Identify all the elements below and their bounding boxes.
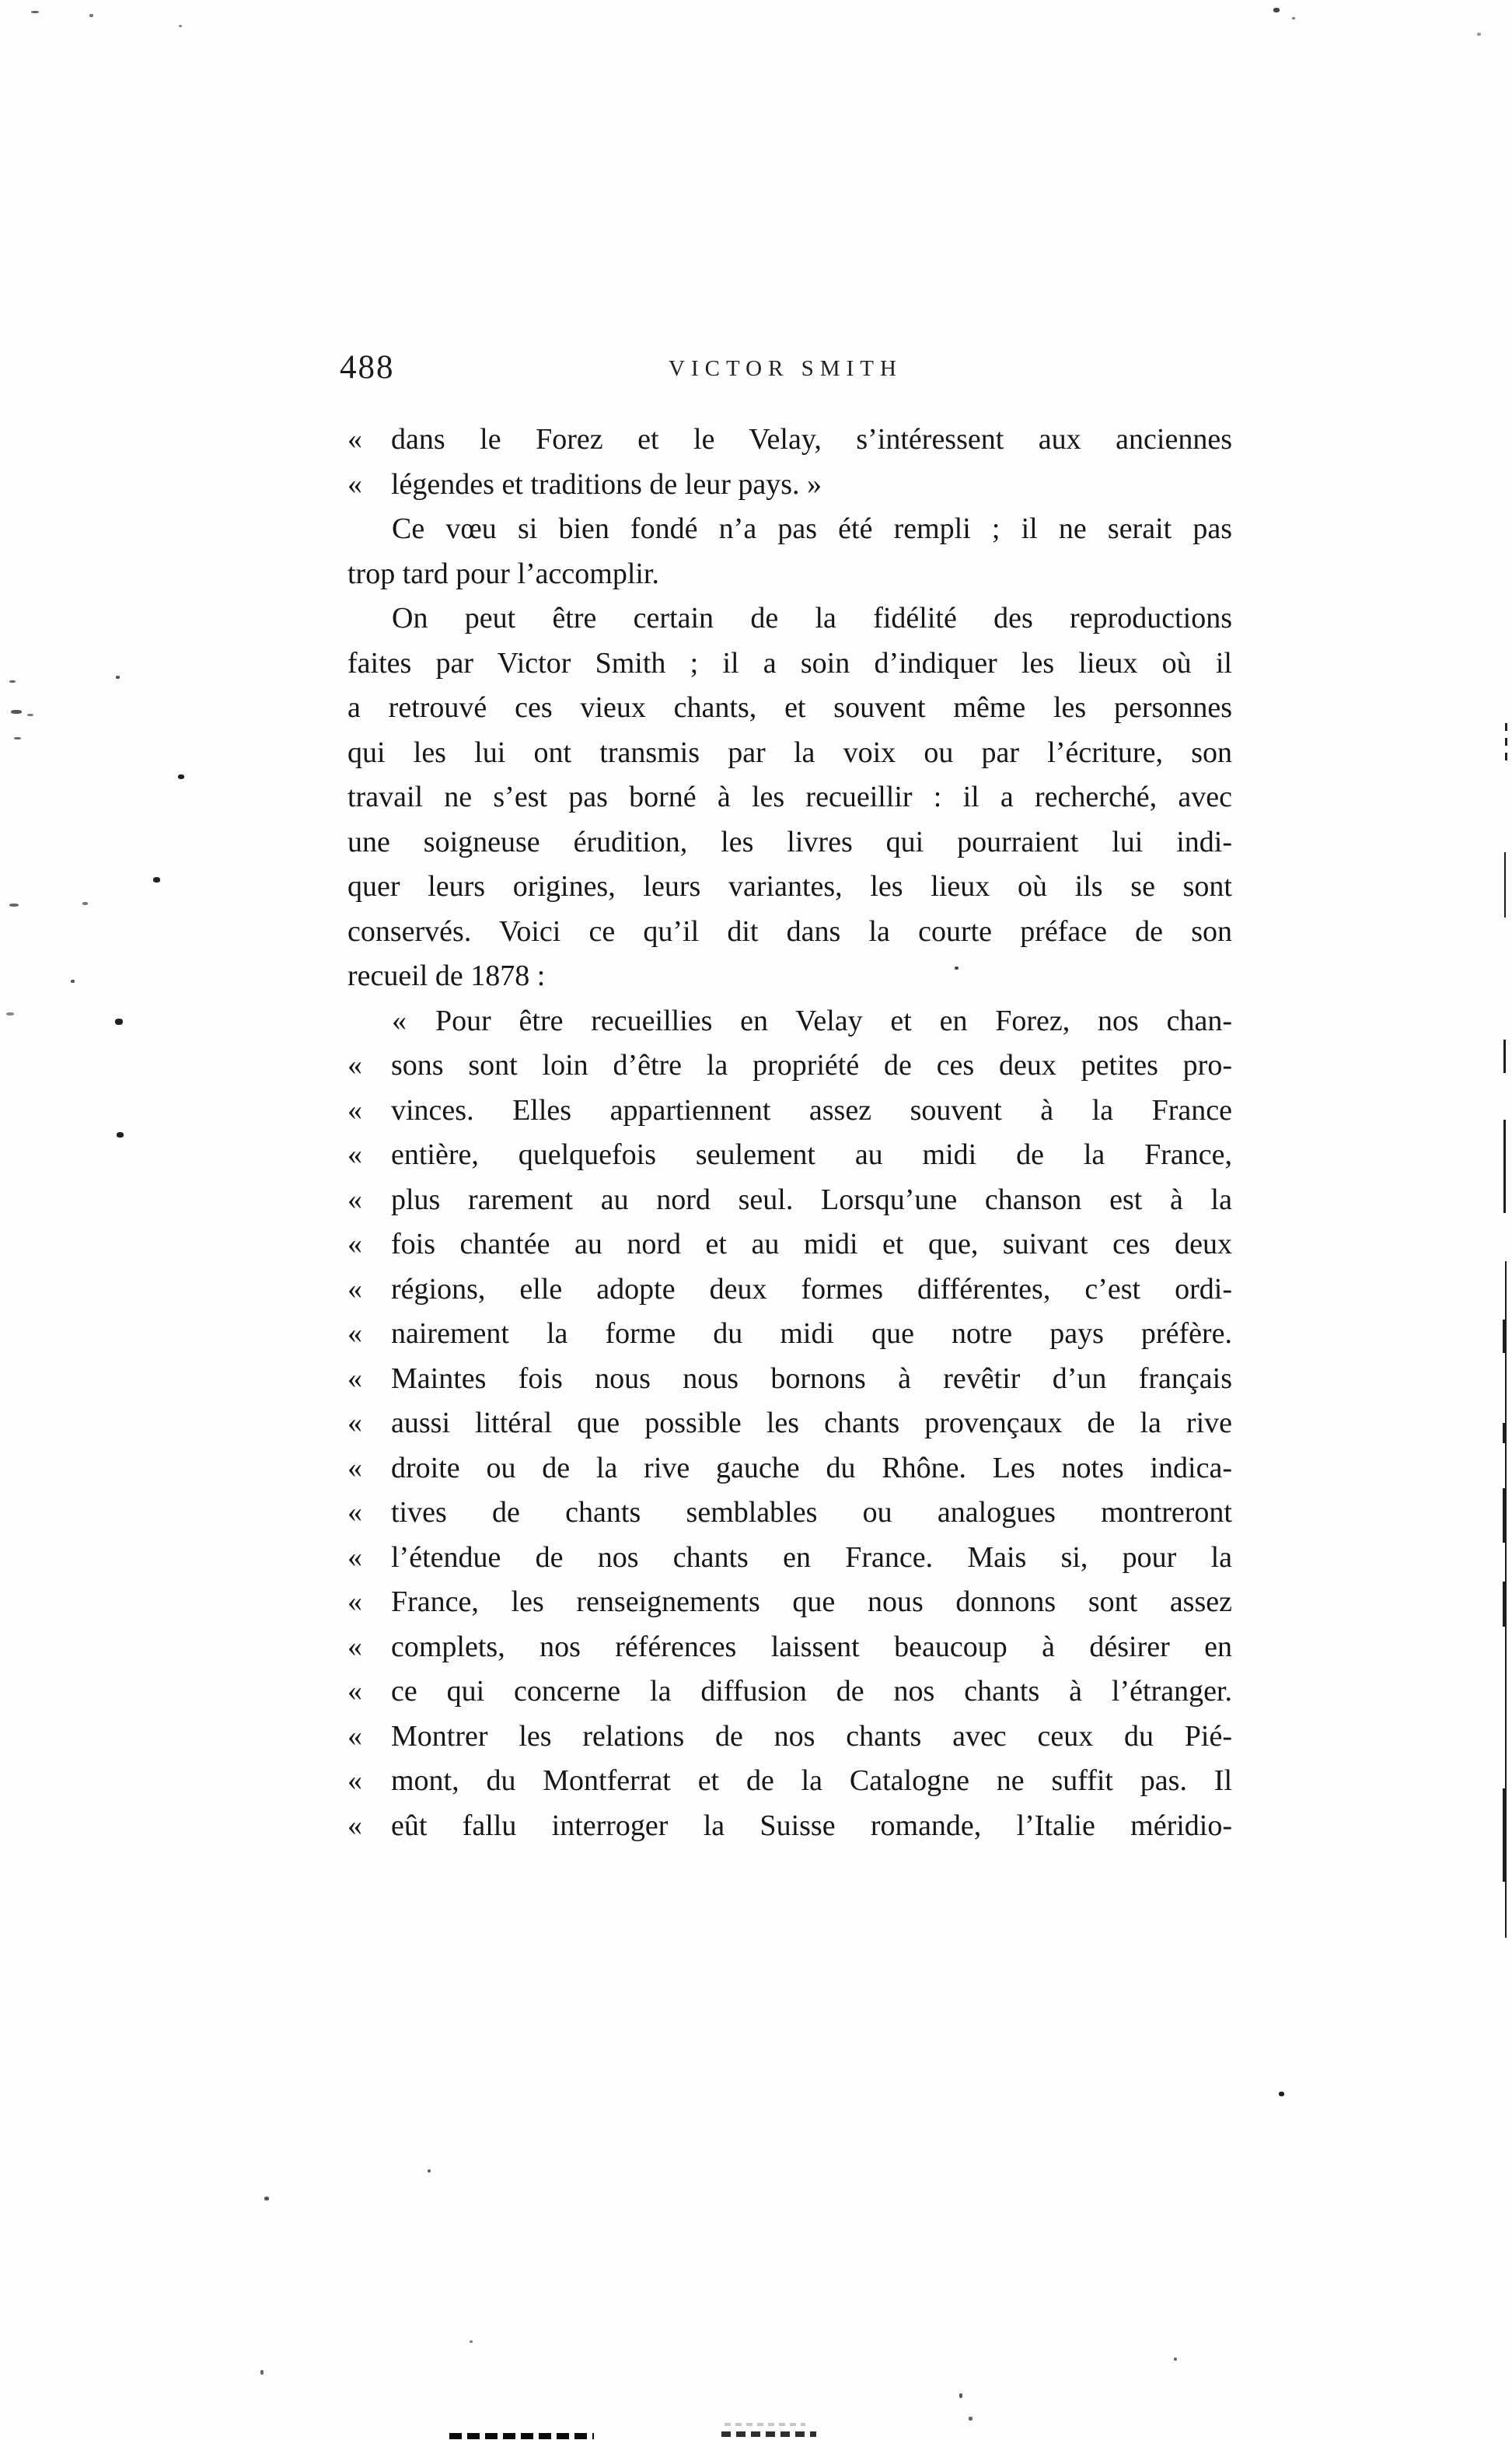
scan-speck	[1477, 33, 1481, 36]
quote-mark: «	[347, 1809, 362, 1842]
scan-artifact-bar	[449, 2433, 594, 2439]
quote-mark: «	[347, 1407, 362, 1439]
page-edge-mark	[1503, 1788, 1507, 1882]
scan-speck	[1292, 17, 1295, 19]
page-number: 488	[340, 349, 395, 386]
text-line	[347, 1401, 1232, 1446]
line-text: qui les lui ont transmis par la voix ou par l’écriture, son	[347, 736, 1232, 769]
line-text: faites par Victor Smith ; il a soin d’indiquer les lieux où il	[347, 646, 1232, 680]
page-edge-mark	[1505, 723, 1507, 767]
line-text: Maintes fois nous nous bornons à revêtir d’un français	[391, 1362, 1232, 1395]
scan-speck	[116, 676, 120, 679]
page-edge-mark	[1503, 1320, 1507, 1353]
text-line	[347, 865, 1232, 910]
text-line	[347, 463, 1232, 508]
quote-mark: «	[347, 1362, 362, 1395]
page-edge-mark	[1504, 852, 1506, 918]
text-line	[347, 1178, 1232, 1223]
scan-speck	[470, 2340, 473, 2343]
quote-mark: «	[347, 423, 362, 456]
quote-mark: «	[347, 467, 362, 501]
scan-speck	[82, 902, 88, 905]
scan-speck	[428, 2169, 431, 2173]
text-line	[347, 1669, 1232, 1715]
quote-mark: «	[347, 1719, 362, 1753]
text-line	[347, 686, 1232, 731]
quote-mark: «	[347, 1183, 362, 1216]
text-line	[347, 1804, 1232, 1849]
text-line	[347, 641, 1232, 687]
quote-mark: «	[347, 1764, 362, 1797]
scan-speck	[959, 2393, 962, 2398]
quote-mark: «	[347, 1093, 362, 1127]
text-line	[347, 1043, 1232, 1089]
line-text: aussi littéral que possible les chants provençaux de la rive	[391, 1407, 1232, 1439]
scan-speck	[117, 1132, 124, 1138]
page-edge-mark	[1503, 1488, 1507, 1543]
line-text: légendes et traditions de leur pays. »	[391, 467, 822, 501]
line-text: Montrer les relations de nos chants avec ceux du Pié-	[391, 1719, 1232, 1753]
scan-speck	[1174, 2358, 1177, 2361]
page-edge-mark	[1503, 1423, 1507, 1443]
line-text: conservés. Voici ce qu’il dit dans la courte préface de son	[347, 914, 1232, 948]
scan-speck	[115, 1019, 123, 1025]
scan-speck	[6, 1012, 14, 1016]
line-text: régions, elle adopte deux formes différentes, c’est ordi-	[391, 1272, 1232, 1306]
text-line	[347, 1312, 1232, 1357]
line-text: tives de chants semblables ou analogues montreront	[391, 1496, 1232, 1529]
line-text: nairement la forme du midi que notre pays préfère.	[391, 1317, 1232, 1350]
line-text: Ce vœu si bien fondé n’a pas été rempli ; il ne serait pas	[392, 512, 1232, 545]
scan-speck	[179, 25, 182, 27]
scan-speck	[31, 11, 39, 13]
text-line	[347, 507, 1232, 552]
text-line	[347, 775, 1232, 820]
text-line	[347, 1625, 1232, 1670]
line-text: On peut être certain de la fidélité des reproductions	[392, 602, 1232, 634]
scan-speck	[9, 904, 19, 907]
scan-artifact-bar	[721, 2431, 816, 2437]
text-line	[347, 820, 1232, 865]
line-text: entière, quelquefois seulement au midi de la France,	[391, 1138, 1232, 1171]
line-text: complets, nos références laissent beaucoup à désirer en	[391, 1630, 1232, 1663]
text-line	[347, 999, 1232, 1044]
quote-mark: «	[347, 1675, 362, 1708]
line-text: mont, du Montferrat et de la Catalogne ne suffit pas. Il	[391, 1764, 1232, 1797]
text-line	[347, 1715, 1232, 1760]
line-text: trop tard pour l’accomplir.	[347, 557, 659, 590]
text-line	[347, 552, 1232, 597]
text-line	[347, 1089, 1232, 1134]
line-text: dans le Forez et le Velay, s’intéressent aux anciennes	[391, 423, 1232, 456]
quote-mark: «	[347, 1630, 362, 1663]
page-edge-mark	[1503, 1040, 1506, 1073]
scan-speck	[260, 2370, 264, 2375]
page-edge-mark	[1503, 1120, 1506, 1213]
text-line	[347, 418, 1232, 463]
scan-speck	[264, 2197, 269, 2201]
line-text: une soigneuse érudition, les livres qui pourraient lui indi-	[347, 825, 1232, 858]
scan-speck	[89, 14, 93, 17]
line-text: l’étendue de nos chants en France. Mais si, pour la	[391, 1540, 1232, 1574]
line-text: recueil de 1878 :	[347, 960, 546, 992]
scan-speck	[1273, 8, 1280, 12]
line-text: sons sont loin d’être la propriété de ces deux petites pro-	[391, 1049, 1232, 1082]
text-line	[347, 1759, 1232, 1804]
quote-mark: «	[347, 1049, 362, 1082]
line-text: plus rarement au nord seul. Lorsqu’une chanson est à la	[391, 1183, 1232, 1216]
line-text: travail ne s’est pas borné à les recueillir : il a recherché, avec	[347, 781, 1232, 813]
scan-speck	[1279, 2092, 1284, 2096]
scan-speck	[178, 774, 184, 779]
line-text: a retrouvé ces vieux chants, et souvent même les personnes	[347, 691, 1232, 724]
scan-speck	[11, 710, 22, 714]
text-line	[347, 1267, 1232, 1313]
page-edge-mark	[1503, 1582, 1507, 1627]
line-text: ce qui concerne la diffusion de nos chants à l’étranger.	[391, 1675, 1232, 1708]
running-title: VICTOR SMITH	[669, 356, 903, 381]
quote-mark: «	[347, 1585, 362, 1618]
text-line	[347, 596, 1232, 641]
text-line	[347, 910, 1232, 955]
quote-mark: «	[347, 1496, 362, 1529]
scan-speck	[27, 714, 33, 716]
line-text: quer leurs origines, leurs variantes, les lieux où ils se sont	[347, 870, 1232, 903]
text-line	[347, 731, 1232, 776]
scan-speck	[71, 980, 75, 983]
line-text: France, les renseignements que nous donnons sont assez	[391, 1585, 1232, 1618]
line-text: fois chantée au nord et au midi et que, suivant ces deux	[391, 1228, 1232, 1260]
scan-speck	[969, 2417, 972, 2421]
text-line	[347, 954, 1232, 999]
quote-mark: «	[347, 1228, 362, 1260]
text-line	[347, 1133, 1232, 1178]
quote-mark: «	[347, 1138, 362, 1171]
quote-mark: «	[347, 1451, 362, 1484]
scan-speck	[153, 877, 160, 883]
body-text	[347, 418, 1232, 1848]
scan-artifact-bar	[725, 2423, 805, 2426]
text-line	[347, 1536, 1232, 1581]
quote-mark: «	[392, 1004, 407, 1037]
scan-speck	[955, 967, 959, 970]
scan-speck	[14, 737, 21, 739]
line-text: eût fallu interroger la Suisse romande, l’Italie méridio-	[391, 1809, 1232, 1842]
text-line	[347, 1446, 1232, 1491]
quote-mark: «	[347, 1317, 362, 1350]
text-line	[347, 1491, 1232, 1536]
scan-speck	[9, 680, 16, 683]
line-text: droite ou de la rive gauche du Rhône. Les notes indica-	[391, 1451, 1232, 1484]
text-line	[347, 1222, 1232, 1267]
line-text: vinces. Elles appartiennent assez souvent à la France	[391, 1093, 1232, 1127]
text-line	[347, 1357, 1232, 1402]
line-text: Pour être recueillies en Velay et en Forez, nos chan-	[435, 1004, 1232, 1037]
quote-mark: «	[347, 1540, 362, 1574]
quote-mark: «	[347, 1272, 362, 1306]
text-line	[347, 1580, 1232, 1625]
